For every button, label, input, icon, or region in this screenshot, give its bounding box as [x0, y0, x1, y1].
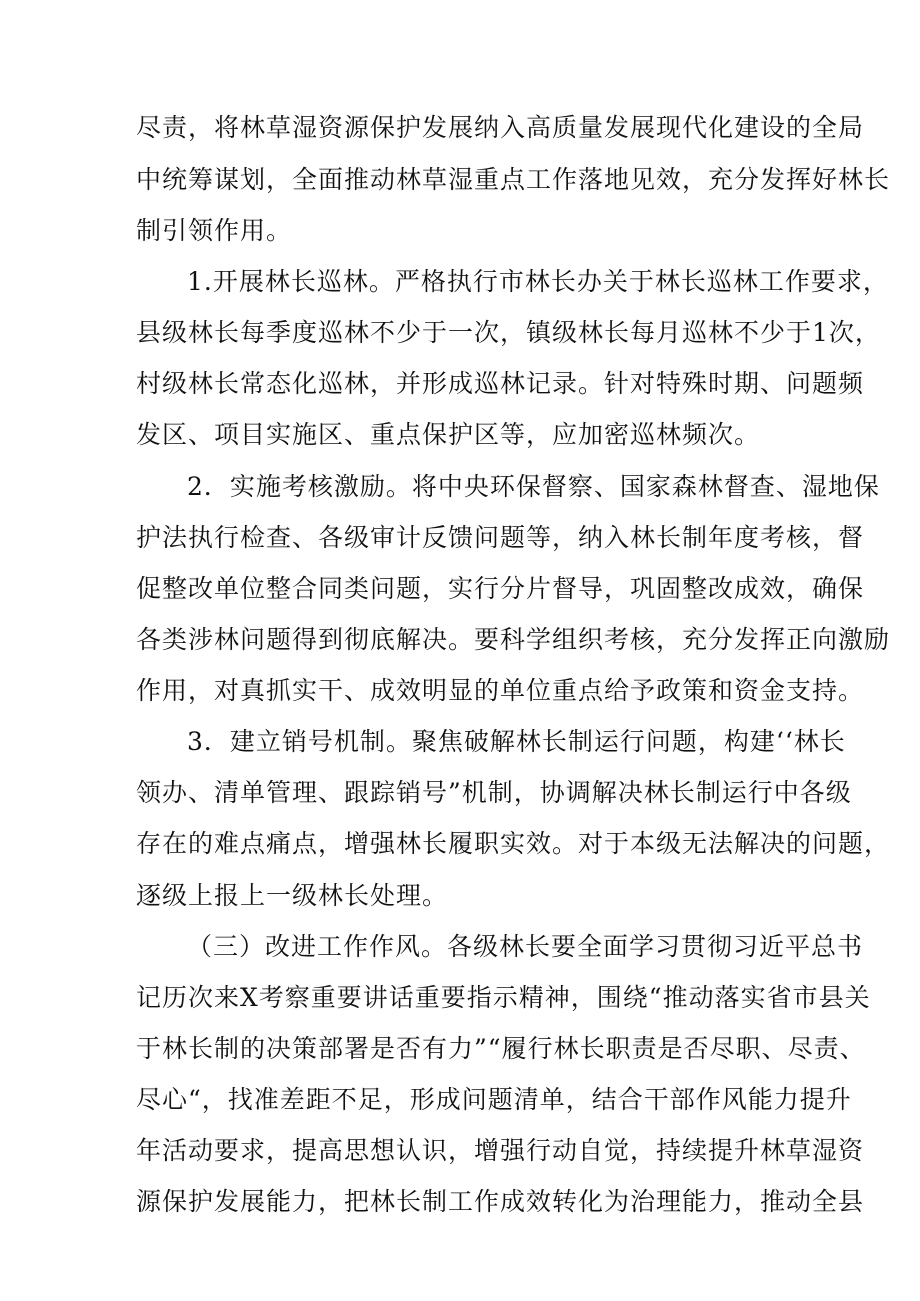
text-line: 村级林长常态化巡林，并形成巡林记录。针对特殊时期、问题频 [136, 369, 865, 398]
text-line: 中统筹谋划，全面推动林草湿重点工作落地见效，充分发挥好林长 [136, 165, 891, 194]
text-line: 各类涉林问题得到彻底解决。要科学组织考核，充分发挥正向激励 [136, 625, 891, 654]
text-line: 领办、清单管理、跟踪销号”机制，协调解决林长制运行中各级 [136, 778, 852, 807]
text-line: 制引领作用。 [136, 216, 293, 245]
text-line: 作用，对真抓实干、成效明显的单位重点给予政策和资金支持。 [136, 676, 865, 705]
text-line: 护法执行检查、各级审计反馈问题等，纳入林长制年度考核，督 [136, 523, 865, 552]
text-line: 尽心“，找准差距不足，形成问题清单，结合干部作风能力提升 [136, 1085, 852, 1114]
text-line: 记历次来X考察重要讲话重要指示精神，围绕“推动落实省市县关 [136, 983, 871, 1012]
text-line: 源保护发展能力，把林长制工作成效转化为治理能力，推动全县 [136, 1187, 865, 1216]
text-line: 3．建立销号机制。聚焦破解林长制运行问题，构建‘‘林长 [187, 727, 846, 756]
text-line: 1.开展林长巡林。严格执行市林长办关于林长巡林工作要求， [187, 267, 889, 296]
text-line: （三）改进工作作风。各级林长要全面学习贯彻习近平总书 [187, 932, 864, 961]
text-line: 尽责，将林草湿资源保护发展纳入高质量发展现代化建设的全局 [136, 113, 865, 142]
text-line: 发区、项目实施区、重点保护区等，应加密巡林频次。 [136, 420, 761, 449]
text-line: 存在的难点痛点，增强林长履职实效。对于本级无法解决的问题， [136, 829, 891, 858]
text-line: 于林长制的决策部署是否有力”“履行林长职责是否尽职、尽责、 [136, 1034, 866, 1063]
text-line: 逐级上报上一级林长处理。 [136, 881, 449, 910]
text-line: 年活动要求，提高思想认识，增强行动自觉，持续提升林草湿资 [136, 1136, 865, 1165]
text-line: 2．实施考核激励。将中央环保督察、国家森林督查、湿地保 [187, 472, 880, 501]
text-line: 促整改单位整合同类问题，实行分片督导，巩固整改成效，确保 [136, 574, 865, 603]
text-line: 县级林长每季度巡林不少于一次，镇级林长每月巡林不少于1次， [136, 318, 881, 347]
